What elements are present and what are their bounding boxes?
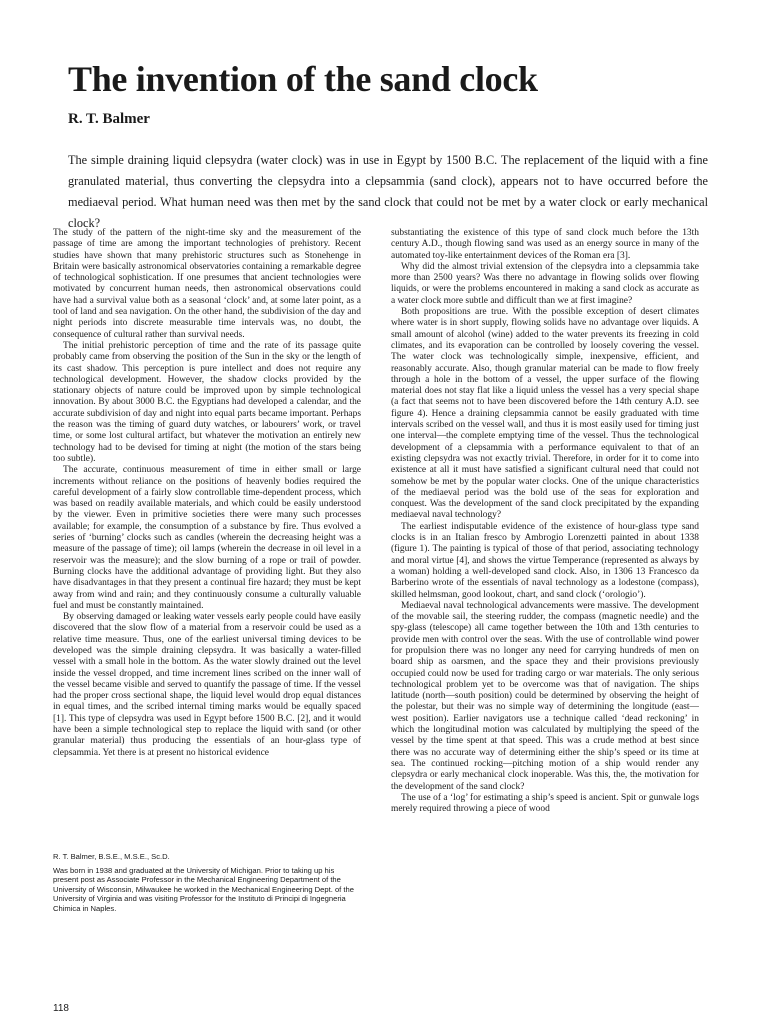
body-paragraph: The initial prehistoric perception of time and the rate of its passage quite probably came from observing the position of the Sun in the sky or the length of its cast shadow. This perception is pure intellect and does not require any technological development. However, the shadow clocks provided by the stationary objects of nature could be improved upon by simple technological innovation. By about 3000 B.C. the Egyptians had developed a calendar, and the accurate subdivision of day and night into equal parts became important. Perhaps the reason was the timing of guard duty watches, or labourers’ work, or travel time, or some lost cultural artifact, but whatever the motivation an entirely new technology had to be devised for timing at night (the motion of the stars being too subtle). bbox=[53, 340, 361, 464]
body-paragraph: Why did the almost trivial extension of the clepsydra into a clepsammia take more than 2500 years? Was there no advantage in flowing solids over flowing liquids, or were the problems encountered in making a sand clock as accurate as a water clock more subtle and difficult than we at first imagine? bbox=[391, 261, 699, 306]
article-abstract: The simple draining liquid clepsydra (water clock) was in use in Egypt by 1500 B.C. The replacement of the liquid with a fine granulated material, thus converting the clepsydra into a clepsammia (sand clock), appears not to have occurred before the mediaeval period. What human need was then met by the sand clock that could not be met by a water clock or early mechanical clock? bbox=[68, 153, 708, 230]
bio-name: R. T. Balmer, B.S.E., M.S.E., Sc.D. bbox=[53, 852, 170, 861]
body-paragraph: By observing damaged or leaking water vessels early people could have easily discovered that the slow flow of a material from a reservoir could be used as a relative time measure. Thus, one of the earliest universal timing devices to be developed was the simple draining clepsydra. It was basically a water-filled vessel with a small hole in the bottom. As the water slowly drained out the level inside the vessel dropped, and time increment lines scribed on the inner wall of the vessel became visible and served to quantify the passage of time. If the vessel had the proper cross sectional shape, the liquid level would drop equal distances in equal times, and the scribed internal timing marks would be equally spaced [1]. This type of clepsydra was used in Egypt before 1500 B.C. [2], and it would have been a simple technological step to replace the liquid with sand (or other granular material) thus producing the essentials of an hour-glass type of clepsammia. Yet there is at present no historical evidence bbox=[53, 612, 361, 758]
body-paragraph: The accurate, continuous measurement of time in either small or large increments without reliance on the positions of heavenly bodies required the careful development of a fairly slow controllable time-dependent process, which was based on readily available materials, and which could be easily understood by the viewer. Even in primitive societies there were many such processes available; for example, the consumption of a substance by fire. Thus evolved a series of ‘burning’ clocks such as candles (wherein the decreasing height was a measure of the passage of time); oil lamps (wherein the decrease in oil level in a reservoir was the measure); and the slow burning of a rope or trail of powder. Burning clocks have the additional advantage of providing light. But they also have disadvantages in that they present a continual fire hazard; they must be kept away from wind and rain; and they continuously consume a culturally valuable fuel and must be constantly maintained. bbox=[53, 465, 361, 611]
body-paragraph: The use of a ‘log’ for estimating a ship’s speed is ancient. Spit or gunwale logs merely required throwing a piece of wood bbox=[391, 792, 699, 815]
body-paragraph: The earliest indisputable evidence of the existence of hour-glass type sand clocks is in an Italian fresco by Ambrogio Lorenzetti painted in about 1338 (figure 1). The painting is typical of those of that period, associating technology and moral virtue [4], and shows the virtue Temperance (represented as always by a woman) holding a well-developed sand clock. Also, in 1306 13 Francesco da Barberino wrote of the essentials of naval technology as a lodestone (compass), skilled helmsman, good lookout, chart, and sand clock (‘orologio’). bbox=[391, 521, 699, 600]
bio-text: Was born in 1938 and graduated at the University of Michigan. Prior to taking up his present post as Associate Professor in the Mechanical Engineering Department of the University of Wisconsin, Milwaukee he worked in the Mechanical Engineering Dept. of the University of Virginia and was visiting Professor for the Instituto di Principi di Ingegneria Chimica in Naples. bbox=[53, 865, 354, 913]
left-column bbox=[53, 228, 361, 758]
article-title: The invention of the sand clock bbox=[68, 59, 538, 99]
page-number: 118 bbox=[53, 1003, 69, 1014]
body-paragraph: substantiating the existence of this type of sand clock much before the 13th century A.D., though flowing sand was used as an energy source in many of the automated toy-like entertainment devices of the Roman era [3]. bbox=[391, 228, 699, 261]
body-paragraph: Mediaeval naval technological advancements were massive. The development of the movable sail, the steering rudder, the compass (magnetic needle) and the spy-glass (telescope) all came together between the 10th and 13th centuries to provide men with control over the seas. With the use of controllable wind power for propulsion there was no longer any need for carrying hundreds of men on board ship as oarsmen, and the space they and their provisions previously occupied could now be used for trading cargo or war materials. The only serious technological problem yet to be overcome was that of navigation. The ships latitude (north—south position) could be determined by observing the height of the polestar, but their was no simple way of determining the longitude (east—west position). Earlier navigators use a technique called ‘dead reckoning’ in which the longitudinal motion was calculated by multiplying the speed of the vessel by the time spent at that speed. This was a crude method at best since there was no accurate way of determining either the ship’s speed or its time at sea. The continued rocking—pitching motion of a ship would render any clepsydra or early mechanical clock inoperable. Was this, the, the motivation for the development of the sand clock? bbox=[391, 600, 699, 792]
right-column bbox=[391, 228, 699, 1000]
body-paragraph: The study of the pattern of the night-time sky and the measurement of the passage of time are among the important technologies of prehistory. Recent studies have shown that many prehistoric structures such as Stonehenge in Britain were basically astronomical observatories containing a remarkable degree of technological sophistication. If one presumes that ancient technologies were motivated by concurrent human needs, then astronomical observations could have had a survival value both as a seasonal ‘clock’ and, at some later point, as a tool of land and sea navigation. On the other hand, the subdivision of the day and night periods into discrete measurable time intervals was, no doubt, the consequence of cultural rather than survival needs. bbox=[53, 228, 361, 340]
article-author: R. T. Balmer bbox=[68, 111, 150, 127]
author-bio bbox=[53, 852, 361, 914]
body-paragraph: Both propositions are true. With the possible exception of desert climates where water is in short supply, flowing solids have no advantage over liquids. A small amount of alcohol (wine) added to the water prevents its freezing in cold climates, and its evaporation can be controlled by loosely covering the vessel. The water clock was technologically simple, inexpensive, efficient, and reasonably accurate. Also, though granular material can be made to flow freely through a hole in the bottom of a vessel, the upper surface of the flowing material does not stay flat like a liquid unless the vessel has a very special shape (a fact that seems not to have been discovered before the 14th century A.D. see figure 4). Hence a draining clepsammia cannot be easily graduated with time intervals scribed on the vessel wall, and thus it is most easily used for timing just one interval—the complete emptying time of the vessel. Thus the technological development of a clepsammia with a performance equivalent to that of an existing clepsydra was not exactly trivial. Therefore, in order for it to come into existence at all it must have satisfied a significant cultural need that could not somehow be met by the popular water clocks. One of the unique characteristics of the mediaeval period was the bold use of the seas for exploration and conquest. Was the development of the sand clock precipitated by the expanding mediaeval naval technology? bbox=[391, 307, 699, 521]
